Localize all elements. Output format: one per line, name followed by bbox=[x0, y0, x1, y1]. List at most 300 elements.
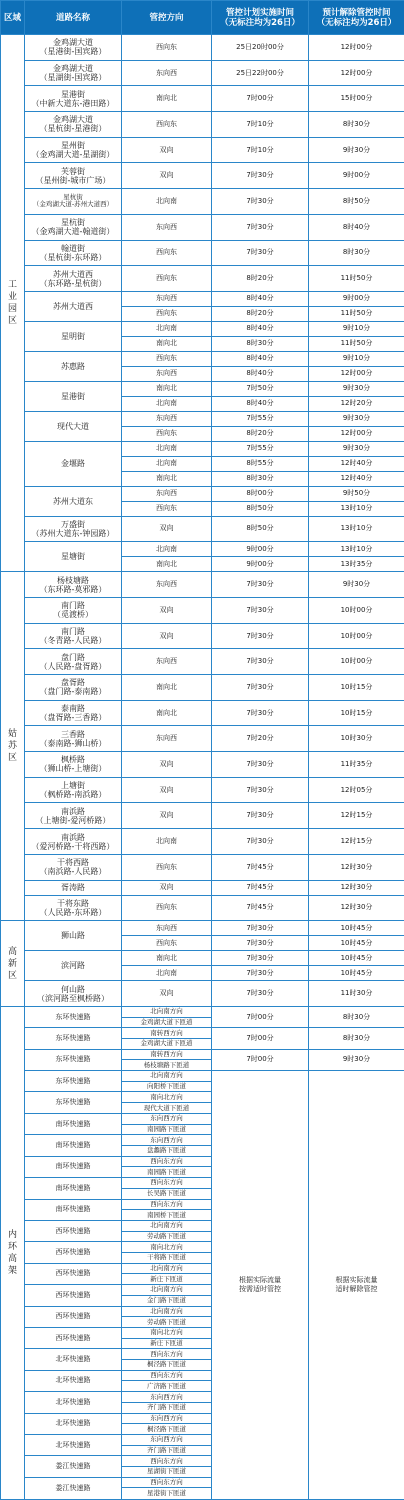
direction-cell: 北向南 bbox=[122, 396, 212, 411]
table-row bbox=[1, 649, 404, 675]
direction-cell: 东向西 bbox=[122, 572, 212, 598]
table-row bbox=[1, 951, 404, 966]
road-name-cell: 万盛街 （苏州大道东-钟园路） bbox=[25, 516, 122, 542]
end-time-cell: 9时30分 bbox=[309, 411, 404, 426]
table-row bbox=[1, 35, 404, 61]
road-name-cell: 苏州大道东 bbox=[25, 486, 122, 516]
direction-cell: 西向东 bbox=[122, 854, 212, 880]
direction-cell: 杨枝塘路下匝道 bbox=[122, 1060, 212, 1071]
start-time-cell: 7时30分 bbox=[212, 240, 309, 266]
road-name-cell: 东环快速路 bbox=[25, 1028, 122, 1049]
direction-cell: 东向西 bbox=[122, 649, 212, 675]
table-row bbox=[1, 137, 404, 163]
start-time-cell: 8时40分 bbox=[212, 291, 309, 306]
table-row bbox=[1, 854, 404, 880]
direction-cell: 南向北方向 bbox=[122, 1092, 212, 1103]
road-name-cell: 星州街 （金鸡湖大道-星湖街） bbox=[25, 137, 122, 163]
table-row bbox=[1, 572, 404, 598]
direction-cell: 西向东 bbox=[122, 426, 212, 441]
road-name-cell: 三香路 （泰南路-狮山桥） bbox=[25, 726, 122, 752]
direction-cell: 北向南方向 bbox=[122, 1285, 212, 1296]
direction-cell: 金鸡湖大道下匝道 bbox=[122, 1017, 212, 1028]
end-time-cell: 10时45分 bbox=[309, 966, 404, 981]
start-time-cell: 8时30分 bbox=[212, 471, 309, 486]
direction-cell: 向阳桥下匝道 bbox=[122, 1081, 212, 1092]
road-name-cell: 北环快速路 bbox=[25, 1413, 122, 1434]
direction-cell: 北向南方向 bbox=[122, 1071, 212, 1082]
end-time-cell: 10时00分 bbox=[309, 649, 404, 675]
table-row bbox=[1, 981, 404, 1007]
end-time-cell: 12时15分 bbox=[309, 803, 404, 829]
end-time-cell: 15时00分 bbox=[309, 86, 404, 112]
start-time-cell: 7时30分 bbox=[212, 981, 309, 1007]
table-row bbox=[1, 214, 404, 240]
road-name-cell: 南环快速路 bbox=[25, 1199, 122, 1220]
direction-cell: 北向南 bbox=[122, 456, 212, 471]
direction-cell: 新庄下匝道 bbox=[122, 1274, 212, 1285]
road-name-cell: 杨枝塘路 （东环路-莫邪路） bbox=[25, 572, 122, 598]
start-time-cell: 8时50分 bbox=[212, 516, 309, 542]
table-row bbox=[1, 321, 404, 336]
road-name-cell: 娄江快速路 bbox=[25, 1456, 122, 1477]
end-time-cell: 13时35分 bbox=[309, 557, 404, 572]
direction-cell: 北向南 bbox=[122, 542, 212, 557]
road-name-cell: 上塘街 （枫桥路-南浜路） bbox=[25, 777, 122, 803]
end-time-cell: 9时50分 bbox=[309, 486, 404, 501]
end-time-cell: 11时35分 bbox=[309, 752, 404, 778]
direction-cell: 西向东方向 bbox=[122, 1178, 212, 1189]
direction-cell: 东向西方向 bbox=[122, 1135, 212, 1146]
start-time-cell: 7时10分 bbox=[212, 137, 309, 163]
road-name-cell: 苏惠路 bbox=[25, 351, 122, 381]
direction-cell: 北向南方向 bbox=[122, 1220, 212, 1231]
end-time-cell: 8时30分 bbox=[309, 1028, 404, 1049]
start-time-cell: 7时30分 bbox=[212, 163, 309, 189]
direction-cell: 西向东 bbox=[122, 351, 212, 366]
table-row bbox=[1, 351, 404, 366]
start-time-cell: 7时30分 bbox=[212, 649, 309, 675]
end-time-cell: 10时45分 bbox=[309, 951, 404, 966]
end-time-cell: 12时00分 bbox=[309, 366, 404, 381]
end-time-cell: 9时00分 bbox=[309, 163, 404, 189]
direction-cell: 东向西 bbox=[122, 921, 212, 936]
end-time-note-cell: 根据实际流量 适时解除管控 bbox=[309, 1071, 404, 1500]
direction-cell: 金门路下匝道 bbox=[122, 1295, 212, 1306]
start-time-cell: 8时40分 bbox=[212, 366, 309, 381]
start-time-cell: 7时30分 bbox=[212, 829, 309, 855]
table-row bbox=[1, 623, 404, 649]
direction-cell: 南向北 bbox=[122, 675, 212, 701]
direction-cell: 南向北 bbox=[122, 471, 212, 486]
road-name-cell: 东环快速路 bbox=[25, 1071, 122, 1092]
direction-cell: 西向东方向 bbox=[122, 1456, 212, 1467]
road-name-cell: 南环快速路 bbox=[25, 1156, 122, 1177]
end-time-cell: 9时30分 bbox=[309, 1049, 404, 1070]
road-name-cell: 苏州大道西 （东环路-星杭街） bbox=[25, 266, 122, 292]
direction-cell: 西向东方向 bbox=[122, 1477, 212, 1488]
table-row bbox=[1, 542, 404, 557]
direction-cell: 北向南 bbox=[122, 829, 212, 855]
start-time-cell: 8时50分 bbox=[212, 501, 309, 516]
end-time-cell: 12时40分 bbox=[309, 471, 404, 486]
road-name-cell: 枫桥路 （狮山桥-上塘街） bbox=[25, 752, 122, 778]
start-time-cell: 8时30分 bbox=[212, 336, 309, 351]
direction-cell: 双向 bbox=[122, 803, 212, 829]
header-end-time: 预计解除管控时间 （无标注均为26日） bbox=[309, 1, 404, 35]
direction-cell: 西向东 bbox=[122, 35, 212, 61]
direction-cell: 北向南方向 bbox=[122, 1006, 212, 1017]
direction-cell: 南向北方向 bbox=[122, 1327, 212, 1338]
road-name-cell: 盘门路 （人民路-盘胥路） bbox=[25, 649, 122, 675]
road-name-cell: 苏州大道西 bbox=[25, 291, 122, 321]
end-time-cell: 9时30分 bbox=[309, 381, 404, 396]
end-time-cell: 11时50分 bbox=[309, 266, 404, 292]
road-name-cell: 南浜路 （爱河桥路-干将西路） bbox=[25, 829, 122, 855]
region-cell: 高 新 区 bbox=[1, 921, 25, 1007]
direction-cell: 北向南 bbox=[122, 189, 212, 215]
end-time-cell: 9时30分 bbox=[309, 572, 404, 598]
road-name-cell: 金鸡湖大道 （星湖街-国宾路） bbox=[25, 60, 122, 86]
end-time-cell: 12时00分 bbox=[309, 426, 404, 441]
direction-cell: 北向南 bbox=[122, 441, 212, 456]
direction-cell: 东向西方向 bbox=[122, 1113, 212, 1124]
end-time-cell: 12时15分 bbox=[309, 829, 404, 855]
direction-cell: 南园桥下匝道 bbox=[122, 1210, 212, 1221]
direction-cell: 北向南 bbox=[122, 321, 212, 336]
road-name-cell: 西环快速路 bbox=[25, 1306, 122, 1327]
table-row bbox=[1, 516, 404, 542]
direction-cell: 双向 bbox=[122, 777, 212, 803]
road-name-cell: 星塘街 bbox=[25, 542, 122, 572]
direction-cell: 劳动路下匝道 bbox=[122, 1317, 212, 1328]
road-name-cell: 盘胥路 （盘门路-泰南路） bbox=[25, 675, 122, 701]
start-time-cell: 7时30分 bbox=[212, 803, 309, 829]
start-time-cell: 7时00分 bbox=[212, 1028, 309, 1049]
start-time-cell: 7时30分 bbox=[212, 572, 309, 598]
header-direction: 管控方向 bbox=[122, 1, 212, 35]
direction-cell: 齐门路下匝道 bbox=[122, 1402, 212, 1413]
table-row bbox=[1, 752, 404, 778]
start-time-cell: 7时30分 bbox=[212, 214, 309, 240]
start-time-cell: 7时30分 bbox=[212, 597, 309, 623]
direction-cell: 西向东 bbox=[122, 501, 212, 516]
direction-cell: 金鸡湖大道下匝道 bbox=[122, 1038, 212, 1049]
direction-cell: 南向北 bbox=[122, 86, 212, 112]
table-row bbox=[1, 726, 404, 752]
end-time-cell: 8时40分 bbox=[309, 214, 404, 240]
direction-cell: 南转西方向 bbox=[122, 1028, 212, 1039]
direction-cell: 西向东方向 bbox=[122, 1156, 212, 1167]
road-name-cell: 南门路 （觅渡桥） bbox=[25, 597, 122, 623]
start-time-cell: 7时00分 bbox=[212, 86, 309, 112]
start-time-cell: 7时10分 bbox=[212, 112, 309, 138]
table-row bbox=[1, 1006, 404, 1017]
end-time-cell: 12时00分 bbox=[309, 35, 404, 61]
end-time-cell: 13时10分 bbox=[309, 501, 404, 516]
start-time-cell: 7时50分 bbox=[212, 381, 309, 396]
direction-cell: 西向东 bbox=[122, 240, 212, 266]
direction-cell: 双向 bbox=[122, 516, 212, 542]
direction-cell: 东向西 bbox=[122, 60, 212, 86]
table-row bbox=[1, 803, 404, 829]
header-row bbox=[1, 1, 404, 35]
direction-cell: 齐门路下匝道 bbox=[122, 1445, 212, 1456]
road-name-cell: 东环快速路 bbox=[25, 1006, 122, 1027]
direction-cell: 劳动路下匝道 bbox=[122, 1231, 212, 1242]
road-name-cell: 南环快速路 bbox=[25, 1135, 122, 1156]
direction-cell: 东向西 bbox=[122, 726, 212, 752]
road-name-cell: 狮山路 bbox=[25, 921, 122, 951]
start-time-cell: 7时30分 bbox=[212, 623, 309, 649]
end-time-cell: 12时30分 bbox=[309, 895, 404, 921]
road-name-cell: 金鸡湖大道 （星杭街-星港街） bbox=[25, 112, 122, 138]
end-time-cell: 12时05分 bbox=[309, 777, 404, 803]
start-time-cell: 7时30分 bbox=[212, 936, 309, 951]
table-row bbox=[1, 60, 404, 86]
direction-cell: 广济路下匝道 bbox=[122, 1381, 212, 1392]
road-name-cell: 星港街 bbox=[25, 381, 122, 411]
road-name-cell: 星港街 （中新大道东-港田路） bbox=[25, 86, 122, 112]
road-name-cell: 娄江快速路 bbox=[25, 1477, 122, 1499]
direction-cell: 西向东方向 bbox=[122, 1349, 212, 1360]
road-name-cell: 星明街 bbox=[25, 321, 122, 351]
road-name-cell: 芙蓉街 （星州街-城市广场） bbox=[25, 163, 122, 189]
direction-cell: 桐泾路下匝道 bbox=[122, 1360, 212, 1371]
start-time-cell: 7时30分 bbox=[212, 700, 309, 726]
end-time-cell: 10时15分 bbox=[309, 700, 404, 726]
road-name-cell: 北环快速路 bbox=[25, 1349, 122, 1370]
start-time-cell: 8时20分 bbox=[212, 426, 309, 441]
road-name-cell: 金鸡湖大道 （星港街-国宾路） bbox=[25, 35, 122, 61]
end-time-cell: 12时00分 bbox=[309, 60, 404, 86]
road-name-cell: 东环快速路 bbox=[25, 1049, 122, 1070]
road-name-cell: 南环快速路 bbox=[25, 1178, 122, 1199]
table-row bbox=[1, 266, 404, 292]
start-time-cell: 7时45分 bbox=[212, 854, 309, 880]
direction-cell: 南向北 bbox=[122, 557, 212, 572]
end-time-cell: 10时00分 bbox=[309, 623, 404, 649]
road-name-cell: 东环快速路 bbox=[25, 1092, 122, 1113]
road-name-cell: 胥涛路 bbox=[25, 880, 122, 895]
table-row bbox=[1, 1028, 404, 1039]
end-time-cell: 8时30分 bbox=[309, 240, 404, 266]
road-name-cell: 星杭街 （金鸡湖大道-翰道街） bbox=[25, 214, 122, 240]
road-name-cell: 北环快速路 bbox=[25, 1392, 122, 1413]
start-time-cell: 25日20时00分 bbox=[212, 35, 309, 61]
start-time-cell: 7时55分 bbox=[212, 441, 309, 456]
direction-cell: 东向西方向 bbox=[122, 1434, 212, 1445]
direction-cell: 东向西 bbox=[122, 486, 212, 501]
table-row bbox=[1, 675, 404, 701]
table-row bbox=[1, 1071, 404, 1082]
start-time-cell: 7时55分 bbox=[212, 411, 309, 426]
table-row bbox=[1, 895, 404, 921]
end-time-cell: 10时45分 bbox=[309, 921, 404, 936]
start-time-cell: 8时20分 bbox=[212, 306, 309, 321]
table-row bbox=[1, 880, 404, 895]
table-row bbox=[1, 291, 404, 306]
direction-cell: 双向 bbox=[122, 163, 212, 189]
start-time-cell: 7时30分 bbox=[212, 777, 309, 803]
end-time-cell: 9时30分 bbox=[309, 441, 404, 456]
road-name-cell: 西环快速路 bbox=[25, 1242, 122, 1263]
table-row bbox=[1, 86, 404, 112]
end-time-cell: 10时30分 bbox=[309, 726, 404, 752]
direction-cell: 星湖街下匝道 bbox=[122, 1467, 212, 1478]
start-time-cell: 7时20分 bbox=[212, 726, 309, 752]
direction-cell: 西向东 bbox=[122, 936, 212, 951]
region-cell: 内 环 高 架 bbox=[1, 1006, 25, 1499]
road-name-cell: 金堰路 bbox=[25, 441, 122, 486]
table-row bbox=[1, 597, 404, 623]
road-name-cell: 滨河路 bbox=[25, 951, 122, 981]
direction-cell: 南向北 bbox=[122, 381, 212, 396]
end-time-cell: 11时50分 bbox=[309, 336, 404, 351]
region-cell: 工 业 园 区 bbox=[1, 35, 25, 572]
start-time-cell: 7时00分 bbox=[212, 1049, 309, 1070]
start-time-cell: 25日22时00分 bbox=[212, 60, 309, 86]
direction-cell: 东向西 bbox=[122, 411, 212, 426]
end-time-cell: 12时30分 bbox=[309, 880, 404, 895]
direction-cell: 西向东 bbox=[122, 306, 212, 321]
start-time-cell: 8时00分 bbox=[212, 486, 309, 501]
end-time-cell: 9时10分 bbox=[309, 321, 404, 336]
direction-cell: 西向东 bbox=[122, 266, 212, 292]
table-row bbox=[1, 1049, 404, 1060]
end-time-cell: 8时30分 bbox=[309, 1006, 404, 1027]
road-name-cell: 西环快速路 bbox=[25, 1263, 122, 1284]
road-name-cell: 南门路 （冬青路-人民路） bbox=[25, 623, 122, 649]
end-time-cell: 10时15分 bbox=[309, 675, 404, 701]
direction-cell: 东向西 bbox=[122, 214, 212, 240]
end-time-cell: 11时30分 bbox=[309, 981, 404, 1007]
road-name-cell: 何山路 （滨河路至枫桥路） bbox=[25, 981, 122, 1007]
end-time-cell: 9时10分 bbox=[309, 351, 404, 366]
start-time-cell: 7时30分 bbox=[212, 951, 309, 966]
direction-cell: 双向 bbox=[122, 137, 212, 163]
start-time-cell: 7时45分 bbox=[212, 880, 309, 895]
start-time-cell: 9时00分 bbox=[212, 557, 309, 572]
end-time-cell: 9时30分 bbox=[309, 137, 404, 163]
table-row bbox=[1, 777, 404, 803]
direction-cell: 长吴路下匝道 bbox=[122, 1188, 212, 1199]
start-time-cell: 7时30分 bbox=[212, 921, 309, 936]
direction-cell: 桐泾路下匝道 bbox=[122, 1424, 212, 1435]
direction-cell: 南向北 bbox=[122, 951, 212, 966]
table-row bbox=[1, 163, 404, 189]
end-time-cell: 12时20分 bbox=[309, 396, 404, 411]
road-name-cell: 南环快速路 bbox=[25, 1113, 122, 1134]
direction-cell: 双向 bbox=[122, 597, 212, 623]
end-time-cell: 12时40分 bbox=[309, 456, 404, 471]
direction-cell: 南向北方向 bbox=[122, 1242, 212, 1253]
end-time-cell: 13时10分 bbox=[309, 516, 404, 542]
direction-cell: 西向东 bbox=[122, 112, 212, 138]
direction-cell: 西向东方向 bbox=[122, 1370, 212, 1381]
direction-cell: 东向西方向 bbox=[122, 1392, 212, 1403]
road-name-cell: 西环快速路 bbox=[25, 1220, 122, 1241]
direction-cell: 北向南 bbox=[122, 966, 212, 981]
direction-cell: 双向 bbox=[122, 752, 212, 778]
road-name-cell: 泰南路 （盘胥路-三香路） bbox=[25, 700, 122, 726]
direction-cell: 星港街下匝道 bbox=[122, 1488, 212, 1500]
direction-cell: 北向南方向 bbox=[122, 1263, 212, 1274]
direction-cell: 双向 bbox=[122, 981, 212, 1007]
start-time-cell: 7时00分 bbox=[212, 1006, 309, 1027]
direction-cell: 东向西 bbox=[122, 291, 212, 306]
direction-cell: 南转西方向 bbox=[122, 1049, 212, 1060]
direction-cell: 现代大道下匝道 bbox=[122, 1103, 212, 1114]
road-name-cell: 北环快速路 bbox=[25, 1434, 122, 1455]
direction-cell: 西向东 bbox=[122, 895, 212, 921]
start-time-cell: 9时00分 bbox=[212, 542, 309, 557]
start-time-cell: 8时40分 bbox=[212, 351, 309, 366]
direction-cell: 干将路下匝道 bbox=[122, 1253, 212, 1264]
direction-cell: 双向 bbox=[122, 880, 212, 895]
road-name-cell: 干将西路 （南浜路-人民路） bbox=[25, 854, 122, 880]
start-time-cell: 7时30分 bbox=[212, 966, 309, 981]
start-time-cell: 7时30分 bbox=[212, 189, 309, 215]
table-row bbox=[1, 411, 404, 426]
end-time-cell: 10时00分 bbox=[309, 597, 404, 623]
start-time-cell: 8时20分 bbox=[212, 266, 309, 292]
table-row bbox=[1, 829, 404, 855]
end-time-cell: 8时50分 bbox=[309, 189, 404, 215]
direction-cell: 北向南方向 bbox=[122, 1306, 212, 1317]
end-time-cell: 9时00分 bbox=[309, 291, 404, 306]
table-row bbox=[1, 189, 404, 215]
direction-cell: 南园路下匝道 bbox=[122, 1167, 212, 1178]
start-time-cell: 7时30分 bbox=[212, 675, 309, 701]
direction-cell: 盘蠡路下匝道 bbox=[122, 1145, 212, 1156]
start-time-cell: 8时40分 bbox=[212, 321, 309, 336]
table-row bbox=[1, 381, 404, 396]
direction-cell: 西向东方向 bbox=[122, 1199, 212, 1210]
start-time-note-cell: 根据实际流量 按需适时管控 bbox=[212, 1071, 309, 1500]
table-row bbox=[1, 486, 404, 501]
direction-cell: 东向西 bbox=[122, 366, 212, 381]
start-time-cell: 7时30分 bbox=[212, 752, 309, 778]
road-name-cell: 北环快速路 bbox=[25, 1370, 122, 1391]
direction-cell: 南向北 bbox=[122, 700, 212, 726]
direction-cell: 东向西方向 bbox=[122, 1413, 212, 1424]
end-time-cell: 12时30分 bbox=[309, 854, 404, 880]
road-name-cell: 干将东路 （人民路-东环路） bbox=[25, 895, 122, 921]
direction-cell: 南园路下匝道 bbox=[122, 1124, 212, 1135]
table-row bbox=[1, 240, 404, 266]
start-time-cell: 7时45分 bbox=[212, 895, 309, 921]
road-name-cell: 西环快速路 bbox=[25, 1327, 122, 1348]
header-start-time: 管控计划实施时间 （无标注均为26日） bbox=[212, 1, 309, 35]
end-time-cell: 13时10分 bbox=[309, 542, 404, 557]
header-region: 区域 bbox=[1, 1, 25, 35]
road-name-cell: 星杭街 （金鸡湖大道-苏州大道西） bbox=[25, 189, 122, 215]
end-time-cell: 11时50分 bbox=[309, 306, 404, 321]
road-name-cell: 西环快速路 bbox=[25, 1285, 122, 1306]
direction-cell: 双向 bbox=[122, 623, 212, 649]
road-name-cell: 南浜路 （上塘街-爱河桥路） bbox=[25, 803, 122, 829]
road-name-cell: 现代大道 bbox=[25, 411, 122, 441]
region-cell: 姑 苏 区 bbox=[1, 572, 25, 921]
end-time-cell: 8时30分 bbox=[309, 112, 404, 138]
start-time-cell: 8时55分 bbox=[212, 456, 309, 471]
end-time-cell: 10时45分 bbox=[309, 936, 404, 951]
header-road-name: 道路名称 bbox=[25, 1, 122, 35]
start-time-cell: 8时40分 bbox=[212, 396, 309, 411]
table-row bbox=[1, 700, 404, 726]
table-row bbox=[1, 441, 404, 456]
road-name-cell: 翰道街 （星杭街-东环路） bbox=[25, 240, 122, 266]
